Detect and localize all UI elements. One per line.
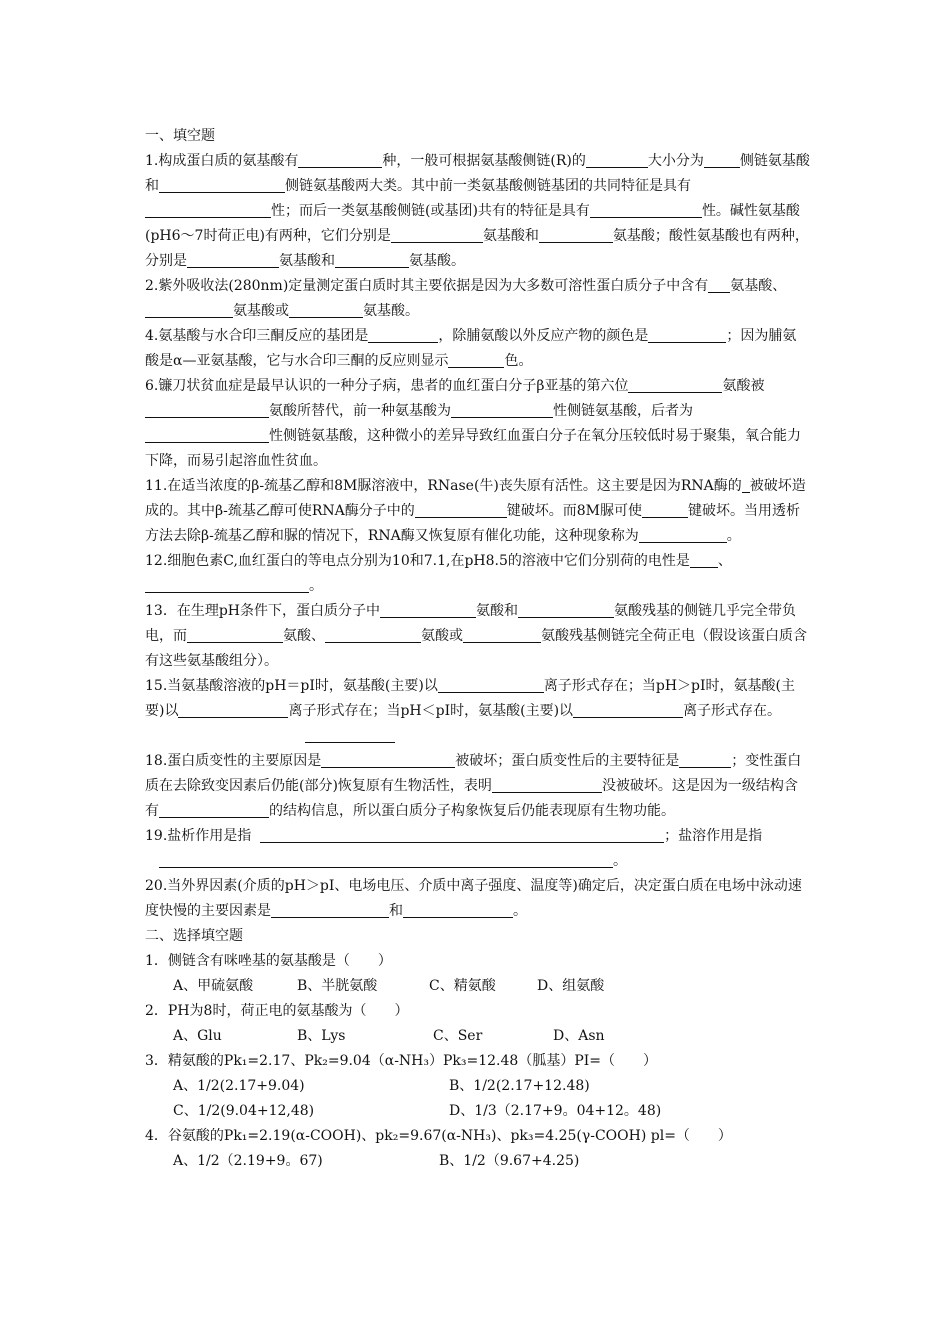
worksheet-page [145, 124, 810, 1174]
option-c[interactable]: C、Ser [433, 1028, 483, 1044]
blank[interactable] [448, 352, 504, 368]
choice-question-2: 2．PH为8时，荷正电的氨基酸为（ ） [145, 1003, 409, 1019]
choice-options-4 [145, 1149, 810, 1174]
choice-question-4: 4．谷氨酸的Pk₁=2.19(α-COOH)、pk₂=9.67(α-NH₃)、pk₃=4.25(γ-COOH) pl=（ ） [145, 1128, 732, 1144]
blank[interactable] [145, 202, 271, 218]
blank[interactable] [391, 227, 483, 243]
option-a[interactable]: A、甲硫氨酸 [173, 978, 254, 994]
blank[interactable] [321, 752, 455, 768]
choice-question-3: 3．精氨酸的Pk₁=2.17、Pk₂=9.04（α-NH₃）Pk₃=12.48（胍基）PI=（ ） [145, 1053, 658, 1069]
option-c[interactable]: C、精氨酸 [429, 978, 496, 994]
question-6: 6.镰刀状贫血症是最早认识的一种分子病，患者的血红蛋白分子β亚基的第六位 氨酸被氨酸所替代，前一种氨基酸为 性侧链氨基酸，后者为性侧链氨基酸，这种微小的差异导致红血蛋白分子在氧分压较低时易于聚集，氧合能力下降，而易引起溶血性贫血。 [145, 378, 801, 469]
blank[interactable] [325, 627, 421, 643]
blank[interactable] [679, 752, 731, 768]
blank[interactable] [573, 702, 683, 718]
blank[interactable] [415, 502, 507, 518]
blank[interactable] [368, 327, 438, 343]
blank[interactable] [451, 402, 553, 418]
question-20: 20.当外界因素(介质的pH＞pI、电场电压、介质中离子强度、温度等)确定后，决定蛋白质在电场中泳动速度快慢的主要因素是 和 。 [145, 878, 802, 919]
choice-options-2 [145, 1024, 810, 1049]
blank[interactable] [145, 302, 233, 318]
blank[interactable] [145, 402, 269, 418]
option-b[interactable]: B、半胱氨酸 [297, 978, 378, 994]
blank[interactable] [742, 477, 750, 493]
blank[interactable] [492, 777, 602, 793]
blank[interactable] [403, 902, 513, 918]
blank[interactable] [335, 252, 409, 268]
option-c[interactable]: C、1/2(9.04+12,48) [173, 1103, 315, 1119]
blank[interactable] [187, 627, 283, 643]
option-a[interactable]: A、1/2（2.19+9。67) [173, 1153, 323, 1169]
choice-options-3b [145, 1099, 810, 1124]
blank[interactable] [539, 227, 613, 243]
blank[interactable] [704, 152, 740, 168]
option-d[interactable]: D、Asn [553, 1028, 605, 1044]
blank[interactable] [305, 727, 395, 743]
blank[interactable] [463, 627, 541, 643]
option-b[interactable]: B、1/2（9.67+4.25) [439, 1153, 580, 1169]
question-15: 15.当氨基酸溶液的pH＝pI时，氨基酸(主要)以 离子形式存在；当pH＞pI时，氨基酸(主要)以 离子形式存在；当pH＜pI时，氨基酸(主要)以 离子形式存在。 [145, 674, 810, 749]
blank[interactable] [642, 502, 688, 518]
blank[interactable] [438, 677, 544, 693]
question-1: 1.构成蛋白质的氨基酸有 种，一般可根据氨基酸侧链(R)的 大小分为 侧链氨基酸和 侧链氨基酸两大类。其中前一类氨基酸侧链基团的共同特征是具有性；而后一类氨基酸侧链(或基团)共有的特征是具有 性。碱性氨基酸(pH6～7时荷正电)有两种，它们分别是 氨基酸和 氨基酸；酸性氨基酸也有两种，分别是 氨基酸和 氨基酸。 [145, 153, 810, 269]
blank[interactable] [271, 902, 389, 918]
blank[interactable] [518, 602, 614, 618]
option-a[interactable]: A、1/2(2.17+9.04) [173, 1078, 305, 1094]
question-2: 2.紫外吸收法(280nm)定量测定蛋白质时其主要依据是因为大多数可溶性蛋白质分子中含有 氨基酸、氨基酸或 氨基酸。 [145, 278, 787, 319]
blank[interactable] [628, 377, 722, 393]
blank[interactable] [159, 177, 285, 193]
blank[interactable] [586, 152, 648, 168]
choice-question-1: 1．侧链含有咪唑基的氨基酸是（ ） [145, 953, 392, 969]
option-b[interactable]: B、1/2(2.17+12.48) [449, 1078, 590, 1094]
option-d[interactable]: D、1/3（2.17+9。04+12。48) [449, 1103, 662, 1119]
option-d[interactable]: D、组氨酸 [537, 978, 605, 994]
question-4: 4.氨基酸与水合印三酮反应的基团是 ，除脯氨酸以外反应产物的颜色是 ；因为脯氨酸是α—亚氨基酸，它与水合印三酮的反应则显示 色。 [145, 328, 797, 369]
blank[interactable] [708, 277, 730, 293]
section-title-multiple-choice: 二、选择填空题 [145, 928, 243, 944]
blank[interactable] [690, 552, 718, 568]
blank[interactable] [178, 702, 288, 718]
question-11: 11.在适当浓度的β-巯基乙醇和8M脲溶液中，RNase(牛)丧失原有活性。这主要是因为RNA酶的 被破坏造成的。其中β-巯基乙醇可使RNA酶分子中的 键破坏。而8M脲可使 键破坏。当用透析方法去除β-巯基乙醇和脲的情况下，RNA酶又恢复原有催化功能，这种现象称为 。 [145, 478, 806, 544]
option-a[interactable]: A、Glu [173, 1028, 222, 1044]
blank[interactable] [639, 527, 727, 543]
blank[interactable] [380, 602, 476, 618]
question-12: 12.细胞色素C,血红蛋白的等电点分别为10和7.1,在pH8.5的溶液中它们分别荷的电性是 、。 [145, 553, 732, 594]
blank[interactable] [590, 202, 702, 218]
blank[interactable] [298, 152, 382, 168]
question-18: 18.蛋白质变性的主要原因是 被破坏；蛋白质变性后的主要特征是 ；变性蛋白质在去除致变因素后仍能(部分)恢复原有生物活性，表明 没被破坏。这是因为一级结构含有 的结构信息，所以蛋白质分子构象恢复后仍能表现原有生物功能。 [145, 753, 802, 819]
blank[interactable] [289, 302, 363, 318]
blank[interactable] [187, 252, 279, 268]
blank[interactable] [159, 852, 613, 868]
choice-options-1 [145, 974, 810, 999]
blank[interactable] [260, 827, 664, 843]
question-19: 19.盐析作用是指 ；盐溶作用是指。 [145, 828, 763, 869]
blank[interactable] [648, 327, 726, 343]
blank[interactable] [145, 427, 269, 443]
choice-options-3a [145, 1074, 810, 1099]
section-title-fill-in: 一、填空题 [145, 128, 215, 144]
blank[interactable] [159, 802, 269, 818]
option-b[interactable]: B、Lys [297, 1028, 346, 1044]
question-13: 13．在生理pH条件下，蛋白质分子中 氨酸和 氨酸残基的侧链几乎完全带负电，而 氨酸、 氨酸或 氨酸残基侧链完全荷正电（假设该蛋白质含有这些氨基酸组分）。 [145, 603, 807, 669]
blank[interactable] [145, 577, 309, 593]
